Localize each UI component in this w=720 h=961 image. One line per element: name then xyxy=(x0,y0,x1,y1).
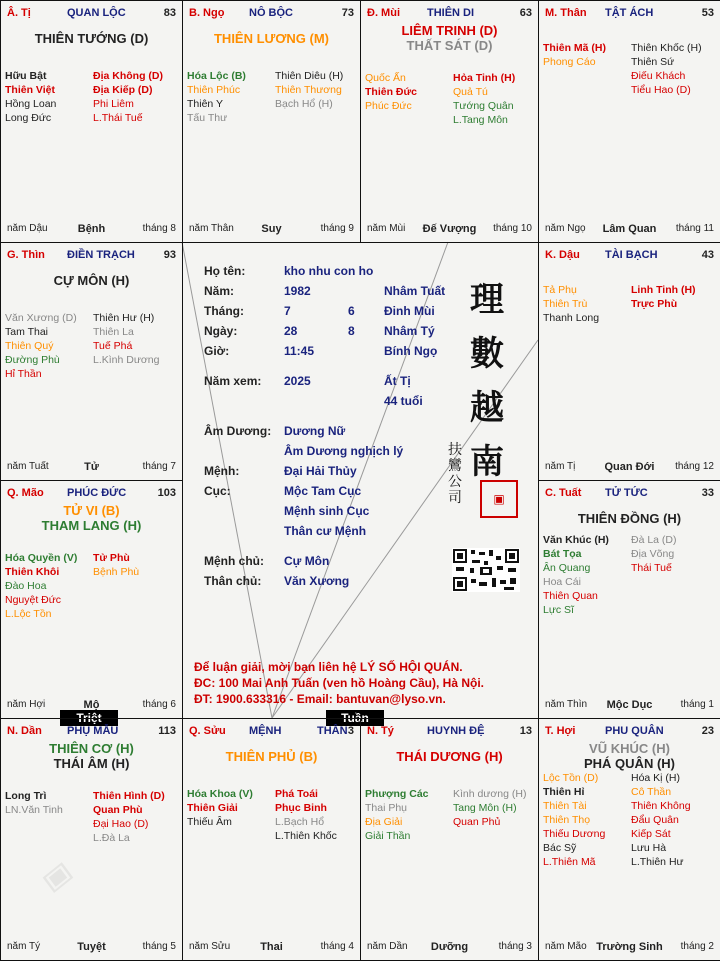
palace-month: tháng 9 xyxy=(320,223,354,234)
viewyear-can-chi: Ất Tị xyxy=(384,374,411,388)
palace-cell xyxy=(0,718,183,961)
month-label: Tháng: xyxy=(204,304,244,318)
palace-number: 63 xyxy=(519,7,532,19)
palace-year: năm Thìn xyxy=(545,699,588,710)
palace-month: tháng 7 xyxy=(142,461,176,472)
palace-branch: C. Tuất xyxy=(545,487,582,499)
minor-stars-left xyxy=(365,787,429,843)
palace-month: tháng 3 xyxy=(498,941,532,952)
palace-cell xyxy=(538,480,720,719)
name-value: kho nhu con ho xyxy=(284,264,374,278)
minor-star: Thiên Hỉ xyxy=(543,786,585,798)
minor-stars-left xyxy=(543,533,609,617)
minor-star: L.Thiên Mã xyxy=(543,856,596,868)
palace-header xyxy=(189,725,354,739)
contact-line-1: Để luận giải, mời bạn liên hệ LÝ SỐ HỘI QUÁN. xyxy=(194,660,463,674)
minor-star: Thiên Đức xyxy=(365,86,417,98)
minor-stars-right xyxy=(93,311,159,367)
minor-stars-right xyxy=(275,69,343,111)
major-stars xyxy=(1,503,182,533)
palace-stage: Mộ xyxy=(83,699,100,711)
minor-star: Tả Phụ xyxy=(543,284,577,296)
minor-star: Lưu Hà xyxy=(631,842,667,854)
month-can-chi: Đinh Mùi xyxy=(384,304,435,318)
palace-number: 53 xyxy=(701,7,714,19)
major-star: TỬ VI (B) xyxy=(63,503,120,518)
major-stars xyxy=(1,741,182,771)
minor-star: Thái Tuế xyxy=(631,562,672,574)
palace-month: tháng 12 xyxy=(675,461,714,472)
minor-star: Bát Tọa xyxy=(543,548,582,560)
palace-stage: Quan Đới xyxy=(604,461,655,473)
hour-can-chi: Bính Ngọ xyxy=(384,344,438,358)
palace-month: tháng 4 xyxy=(320,941,354,952)
minor-star: Thai Phụ xyxy=(365,802,408,814)
minor-stars-right xyxy=(631,283,696,311)
minor-star: L.Kình Dương xyxy=(93,354,160,366)
minor-stars-right xyxy=(631,41,702,97)
minor-star: Thiên Thọ xyxy=(543,814,591,826)
year-can-chi: Nhâm Tuất xyxy=(384,284,446,298)
palace-number: 73 xyxy=(341,7,354,19)
palace-year: năm Mùi xyxy=(367,223,406,234)
palace-name: ĐIỀN TRẠCH xyxy=(67,249,135,261)
palace-year: năm Tý xyxy=(7,941,41,952)
major-star: PHÁ QUÂN (H) xyxy=(584,756,675,771)
minor-star: Trực Phù xyxy=(631,298,678,310)
palace-footer xyxy=(189,941,354,954)
minor-star: Thiên Quý xyxy=(5,340,54,352)
amduong-note: Âm Dương nghịch lý xyxy=(284,444,404,458)
minor-star: Đào Hoa xyxy=(5,580,47,592)
minor-stars-right xyxy=(93,69,163,125)
palace-month: tháng 11 xyxy=(675,223,714,234)
minor-stars-left xyxy=(187,787,253,829)
palace-name: QUAN LỘC xyxy=(67,7,126,19)
minor-star: Tang Môn (H) xyxy=(453,802,517,814)
minor-star: Tướng Quân xyxy=(453,100,514,112)
minor-star: Hóa Kị (H) xyxy=(631,772,681,784)
minor-star: Thiên Tài xyxy=(543,800,587,812)
minor-star: Đại Hao (D) xyxy=(93,818,149,830)
palace-year: năm Tị xyxy=(545,461,576,472)
palace-stage: Suy xyxy=(261,223,282,235)
palace-name: PHÚC ĐỨC xyxy=(67,487,127,499)
minor-star: Thiên Trù xyxy=(543,298,588,310)
palace-cell xyxy=(360,0,539,243)
viewyear-value: 2025 xyxy=(284,374,311,388)
contact-address: ĐC: 100 Mai Anh Tuấn (ven hồ Hoàng Cầu), Hà Nội. xyxy=(194,676,485,690)
name-label: Họ tên: xyxy=(204,264,246,278)
minor-star: Bác Sỹ xyxy=(543,842,577,854)
minor-star: Địa Giải xyxy=(365,816,403,828)
major-star: CỰ MÔN (H) xyxy=(53,273,130,288)
minor-star: L.Thái Tuế xyxy=(93,112,143,124)
palace-year: năm Thân xyxy=(189,223,234,234)
palace-branch: Â. Tị xyxy=(7,7,31,19)
minor-star: Đường Phù xyxy=(5,354,60,366)
major-star: THIÊN ĐỒNG (H) xyxy=(577,511,682,526)
qr-code xyxy=(452,548,520,592)
minor-star: Thiên Giải xyxy=(187,802,238,814)
minor-stars-right xyxy=(453,71,515,127)
minor-star: Hóa Khoa (V) xyxy=(187,788,253,800)
cuc-relation: Mệnh sinh Cục xyxy=(284,504,370,518)
minor-star: Văn Xương (D) xyxy=(5,312,77,324)
palace-footer xyxy=(7,699,176,712)
palace-name: HUYNH ĐỆ xyxy=(427,725,485,737)
palace-header xyxy=(7,487,176,501)
major-star: THAM LANG (H) xyxy=(41,518,142,533)
minor-star: Thiên Y xyxy=(187,98,223,110)
minor-stars-left xyxy=(5,69,56,125)
amduong-value: Dương Nữ xyxy=(284,424,346,438)
minor-star: Thiên Quan xyxy=(543,590,598,602)
palace-name: THIÊN DI xyxy=(427,7,475,19)
minor-stars-left xyxy=(365,71,417,113)
minor-star: Địa Kiếp (D) xyxy=(93,84,153,96)
major-star: THÁI ÂM (H) xyxy=(53,756,130,771)
calligraphy-char-3: 越 xyxy=(470,388,504,428)
palace-header xyxy=(189,7,354,21)
minor-stars-right xyxy=(453,787,526,829)
minor-star: Tử Phù xyxy=(93,552,130,564)
menh-value: Đại Hải Thủy xyxy=(284,464,357,478)
palace-name: MỆNH xyxy=(249,725,282,737)
palace-cell xyxy=(0,0,183,243)
thanchu-value: Văn Xương xyxy=(284,574,350,588)
palace-branch: Đ. Mùi xyxy=(367,7,400,19)
palace-number: 83 xyxy=(163,7,176,19)
minor-star: Phi Liêm xyxy=(93,98,134,110)
minor-star: Địa Không (D) xyxy=(93,70,163,82)
minor-stars-left xyxy=(187,69,246,125)
minor-star: Thiên Hư (H) xyxy=(93,312,155,324)
minor-stars-right xyxy=(631,771,691,869)
minor-star: Giải Thần xyxy=(365,830,411,842)
palace-stage: Trường Sinh xyxy=(596,941,663,953)
palace-name: NÔ BỘC xyxy=(249,7,293,19)
calligraphy-small: 扶鸞公司 xyxy=(448,442,462,506)
palace-header xyxy=(545,7,714,21)
minor-star: Phúc Đức xyxy=(365,100,412,112)
minor-star: Văn Khúc (H) xyxy=(543,534,609,546)
palace-number: 43 xyxy=(701,249,714,261)
minor-star: Quả Tú xyxy=(453,86,488,98)
palace-footer xyxy=(367,941,532,954)
palace-cell xyxy=(538,718,720,961)
palace-stage: Tuyệt xyxy=(77,941,106,953)
palace-month: tháng 6 xyxy=(142,699,176,710)
minor-star: Kiếp Sát xyxy=(631,828,671,840)
palace-header xyxy=(7,249,176,263)
hour-label: Giờ: xyxy=(204,344,230,358)
center-info-panel xyxy=(182,242,538,718)
major-stars xyxy=(539,511,720,526)
minor-star: L.Tang Môn xyxy=(453,114,508,126)
minor-star: Hóa Lộc (B) xyxy=(187,70,246,82)
palace-footer xyxy=(189,223,354,236)
palace-year: năm Mão xyxy=(545,941,587,952)
minor-star: Linh Tinh (H) xyxy=(631,284,696,296)
palace-month: tháng 2 xyxy=(680,941,714,952)
minor-star: Thiên Hình (D) xyxy=(93,790,165,802)
minor-star: Tam Thai xyxy=(5,326,48,338)
menh-label: Mệnh: xyxy=(204,464,240,478)
major-stars xyxy=(1,31,182,46)
menhchu-value: Cự Môn xyxy=(284,554,330,568)
minor-star: Phong Cáo xyxy=(543,56,596,68)
minor-star: Tiểu Hao (D) xyxy=(631,84,691,96)
day-label: Ngày: xyxy=(204,324,238,338)
minor-stars-right xyxy=(93,789,165,845)
minor-star: Quốc Ấn xyxy=(365,72,406,84)
tuan-tag: Tuần xyxy=(326,710,384,726)
month-value: 7 xyxy=(284,304,291,318)
palace-footer xyxy=(7,941,176,954)
palace-footer xyxy=(545,223,714,236)
major-star: THIÊN TƯỚNG (D) xyxy=(34,31,149,46)
minor-star: Thiên Phúc xyxy=(187,84,241,96)
minor-star: Thiên Không xyxy=(631,800,691,812)
minor-star: Thiếu Dương xyxy=(543,828,606,840)
minor-star: Ân Quang xyxy=(543,562,591,574)
palace-name: TỬ TỨC xyxy=(605,487,648,499)
minor-star: L.Bạch Hổ xyxy=(275,816,325,828)
minor-stars-right xyxy=(93,551,139,579)
palace-number: 13 xyxy=(519,725,532,737)
minor-stars-left xyxy=(543,41,606,69)
palace-month: tháng 10 xyxy=(493,223,532,234)
minor-star: Hữu Bật xyxy=(5,70,47,82)
minor-star: Hỏa Tinh (H) xyxy=(453,72,516,84)
palace-stage: Tử xyxy=(84,461,99,473)
minor-star: Thiên Khốc (H) xyxy=(631,42,702,54)
cuc-value: Mộc Tam Cục xyxy=(284,484,362,498)
minor-stars-right xyxy=(631,533,677,575)
seal-stamp: ▣ xyxy=(480,480,518,518)
minor-star: Đẩu Quân xyxy=(631,814,679,826)
minor-stars-left xyxy=(5,311,77,381)
minor-star: Địa Võng xyxy=(631,548,675,560)
menhchu-label: Mệnh chủ: xyxy=(204,554,264,568)
minor-star: Bạch Hổ (H) xyxy=(275,98,333,110)
palace-footer xyxy=(7,223,176,236)
palace-year: năm Sửu xyxy=(189,941,231,952)
minor-star: Kình dương (H) xyxy=(453,788,527,800)
minor-star: Hóa Quyền (V) xyxy=(5,552,78,564)
month-lunar: 6 xyxy=(348,304,355,318)
palace-cell xyxy=(182,0,361,243)
palace-footer xyxy=(545,941,714,954)
major-stars xyxy=(361,749,538,764)
palace-cell xyxy=(538,242,720,481)
minor-stars-left xyxy=(543,283,599,325)
day-value: 28 xyxy=(284,324,298,338)
major-star: VŨ KHÚC (H) xyxy=(589,741,670,756)
palace-footer xyxy=(545,699,714,712)
minor-star: Thiên Việt xyxy=(5,84,55,96)
major-star: THẤT SÁT (D) xyxy=(406,38,493,53)
year-label: Năm: xyxy=(204,284,235,298)
minor-star: L.Lộc Tồn xyxy=(5,608,52,620)
major-star: THIÊN CƠ (H) xyxy=(49,741,134,756)
minor-star: Tuế Phá xyxy=(93,340,133,352)
palace-name: PHỤ MẪU xyxy=(67,725,119,737)
palace-number: 23 xyxy=(701,725,714,737)
palace-stage: Đế Vượng xyxy=(422,223,477,235)
palace-cell xyxy=(0,242,183,481)
palace-year: năm Ngọ xyxy=(545,223,586,234)
palace-branch: N. Dần xyxy=(7,725,42,737)
major-stars xyxy=(183,31,360,46)
palace-branch: K. Dậu xyxy=(545,249,580,261)
minor-star: Thiên Thương xyxy=(275,84,342,96)
palace-branch: T. Hợi xyxy=(545,725,576,737)
palace-name: PHU QUÂN xyxy=(605,725,664,737)
palace-month: tháng 1 xyxy=(680,699,714,710)
minor-star: Quan Phù xyxy=(93,804,143,816)
minor-star: Bệnh Phù xyxy=(93,566,140,578)
minor-star: Thiên La xyxy=(93,326,134,338)
palace-branch: Q. Mão xyxy=(7,487,44,499)
minor-star: Đà La (D) xyxy=(631,534,677,546)
palace-month: tháng 8 xyxy=(142,223,176,234)
year-value: 1982 xyxy=(284,284,311,298)
minor-star: L.Đà La xyxy=(93,832,130,844)
palace-number: 33 xyxy=(701,487,714,499)
minor-star: Long Trì xyxy=(5,790,47,802)
palace-month: tháng 5 xyxy=(142,941,176,952)
palace-number: 93 xyxy=(163,249,176,261)
minor-star: Lộc Tồn (D) xyxy=(543,772,599,784)
major-star: THÁI DƯƠNG (H) xyxy=(396,749,503,764)
calligraphy-char-1: 理 xyxy=(470,280,504,320)
than-position: Thân cư Mệnh xyxy=(284,524,367,538)
palace-cell xyxy=(538,0,720,243)
palace-stage: Dưỡng xyxy=(430,941,469,953)
minor-star: L.Thiên Khốc xyxy=(275,830,337,842)
palace-name: TẬT ÁCH xyxy=(605,7,654,19)
palace-cell xyxy=(0,480,183,719)
minor-star: LN.Văn Tinh xyxy=(5,804,63,816)
palace-branch: M. Thân xyxy=(545,7,587,19)
minor-stars-left xyxy=(543,771,605,869)
minor-star: Thiên Mã (H) xyxy=(543,42,606,54)
minor-star: Thiên Sứ xyxy=(631,56,675,68)
minor-star: Điếu Khách xyxy=(631,70,686,82)
minor-star: Phục Binh xyxy=(275,802,327,814)
palace-year: năm Dậu xyxy=(7,223,48,234)
minor-star: Thanh Long xyxy=(543,312,600,324)
palace-branch: Q. Sửu xyxy=(189,725,226,737)
major-stars xyxy=(539,741,720,771)
palace-header xyxy=(7,725,176,739)
minor-star: Hoa Cái xyxy=(543,576,581,588)
minor-star: Hỉ Thần xyxy=(5,368,42,380)
major-star: THIÊN PHỦ (B) xyxy=(225,749,318,764)
minor-star: Quan Phủ xyxy=(453,816,501,828)
palace-header xyxy=(545,249,714,263)
amduong-label: Âm Dương: xyxy=(204,424,272,438)
major-stars xyxy=(1,273,182,288)
palace-footer xyxy=(367,223,532,236)
major-star: LIÊM TRINH (D) xyxy=(401,23,498,38)
palace-branch: N. Tý xyxy=(367,725,394,737)
palace-stage: Mộc Dục xyxy=(606,699,653,711)
major-stars xyxy=(361,23,538,53)
minor-stars-left xyxy=(5,551,77,621)
palace-header xyxy=(545,725,714,739)
palace-header xyxy=(367,7,532,21)
palace-header xyxy=(7,7,176,21)
calligraphy-char-4: 南 xyxy=(470,442,504,482)
watermark-decoration: ◈ xyxy=(40,853,71,897)
minor-star: Hồng Loan xyxy=(5,98,57,110)
minor-star: Nguyệt Đức xyxy=(5,594,62,606)
triet-tag: Triệt xyxy=(60,710,118,726)
palace-than-label: THÂN xyxy=(317,725,348,737)
minor-star: Phượng Các xyxy=(365,788,429,800)
palace-year: năm Tuất xyxy=(7,461,49,472)
palace-number: 113 xyxy=(158,725,176,737)
palace-header xyxy=(545,487,714,501)
minor-star: Thiên Khôi xyxy=(5,566,60,578)
minor-star: Thiên Diêu (H) xyxy=(275,70,344,82)
palace-number: 103 xyxy=(157,487,176,499)
age-value: 44 tuổi xyxy=(384,394,423,408)
contact-phone-email: ĐT: 1900.633316 - Email: bantuvan@lyso.vn. xyxy=(194,692,446,706)
minor-star: Tấu Thư xyxy=(187,112,228,124)
minor-star: Thiếu Âm xyxy=(187,816,232,828)
day-lunar: 8 xyxy=(348,324,355,338)
palace-cell xyxy=(182,718,361,961)
thanchu-label: Thân chủ: xyxy=(204,574,262,588)
minor-star: L.Thiên Hư xyxy=(631,856,684,868)
palace-number: 3 xyxy=(347,725,354,737)
day-can-chi: Nhâm Tý xyxy=(384,324,435,338)
palace-stage: Thai xyxy=(260,941,283,953)
minor-star: Long Đức xyxy=(5,112,52,124)
cuc-label: Cục: xyxy=(204,484,231,498)
major-star: THIÊN LƯƠNG (M) xyxy=(213,31,330,46)
palace-name: TÀI BẠCH xyxy=(605,249,658,261)
palace-year: năm Dần xyxy=(367,941,408,952)
viewyear-label: Năm xem: xyxy=(204,374,262,388)
palace-branch: G. Thìn xyxy=(7,249,45,261)
palace-cell xyxy=(360,718,539,961)
palace-footer xyxy=(7,461,176,474)
palace-stage: Lâm Quan xyxy=(602,223,657,235)
palace-header xyxy=(367,725,532,739)
palace-footer xyxy=(545,461,714,474)
palace-year: năm Hợi xyxy=(7,699,46,710)
minor-star: Cô Thần xyxy=(631,786,672,798)
major-stars xyxy=(183,749,360,764)
minor-star: Phá Toái xyxy=(275,788,318,800)
palace-branch: B. Ngọ xyxy=(189,7,225,19)
minor-stars-right xyxy=(275,787,337,843)
hour-value: 11:45 xyxy=(284,344,315,358)
palace-stage: Bệnh xyxy=(77,223,106,235)
minor-star: Lực Sĩ xyxy=(543,604,574,616)
calligraphy-char-2: 數 xyxy=(470,334,504,374)
minor-stars-left xyxy=(5,789,63,817)
